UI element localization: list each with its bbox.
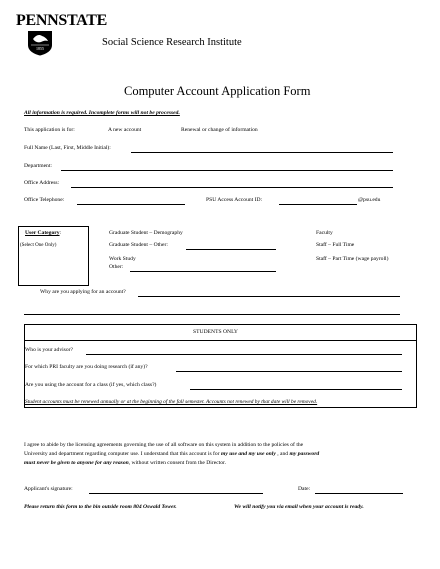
students-only-divider [24,340,416,341]
department-field[interactable] [61,170,393,171]
psu-access-label: PSU Access Account ID: [206,197,263,203]
signature-label: Applicant's signature: [24,486,73,492]
agreement-line-3: must never be given to anyone for any reason, without written consent from the Director. [24,460,226,466]
other-field[interactable] [130,271,276,272]
office-telephone-label: Office Telephone: [24,197,65,203]
pri-faculty-field[interactable] [176,371,402,372]
category-grad-demography[interactable]: Graduate Student – Demography [109,230,183,236]
agreement-line-2: University and department regarding computer use. I understand that this account is for my use and my use only , and my password [24,451,320,457]
office-address-field[interactable] [71,187,393,188]
logo-year: 1855 [36,46,44,51]
pennstate-logo-text: PENNSTATE [16,12,107,29]
advisor-field[interactable] [86,354,402,355]
class-field[interactable] [190,389,402,390]
form-title: Computer Account Application Form [124,84,311,98]
option-new-account[interactable]: A new account [108,127,142,133]
option-renewal[interactable]: Renewal or change of information [181,127,258,133]
renewal-note: Student accounts must be renewed annually or at the beginning of the fall semester. Accounts not renewed by that date will be removed. [25,399,318,405]
notify-note: We will notify you via email when your account is ready. [234,504,364,510]
category-staff-full[interactable]: Staff – Full Time [316,242,355,248]
category-other[interactable]: Other: [109,264,124,270]
why-field-line-1[interactable] [138,296,400,297]
full-name-label: Full Name (Last, First, Middle Initial): [24,145,111,151]
office-address-label: Office Address: [24,180,60,186]
institute-name: Social Science Research Institute [102,37,242,48]
category-staff-part[interactable]: Staff – Part Time (wage payroll) [316,256,389,262]
category-grad-other[interactable]: Graduate Student – Other: [109,242,168,248]
agreement-line-1: I agree to abide by the licensing agreements governing the use of all software on this system in addition to the policies of the [24,442,304,448]
why-field-line-2[interactable] [24,314,400,315]
grad-other-field[interactable] [186,249,276,250]
class-label: Are you using the account for a class (if yes, which class?) [25,382,157,388]
date-field[interactable] [315,493,403,494]
category-faculty[interactable]: Faculty [316,230,333,236]
signature-field[interactable] [89,493,263,494]
date-label: Date: [298,486,311,492]
return-note: Please return this form to the bin outside room 804 Oswald Tower. [24,504,177,510]
students-only-heading: STUDENTS ONLY [193,329,238,335]
pri-faculty-label: For which PRI faculty are you doing research (if any)? [25,364,148,370]
required-note: All information is required. Incomplete forms will not be processed. [24,110,180,116]
category-work-study[interactable]: Work Study [109,256,136,262]
application-for-label: This application is for: [24,127,75,133]
why-label: Why are you applying for an account? [40,289,126,295]
penn-state-shield-logo [27,30,53,56]
select-one-note: (Select One Only) [20,243,57,248]
user-category-heading: User Category: [25,230,62,236]
advisor-label: Who is your advisor? [25,347,74,353]
psu-domain-text: @psu.edu [358,197,381,203]
office-telephone-field[interactable] [77,204,185,205]
department-label: Department: [24,163,52,169]
psu-access-field[interactable] [279,204,357,205]
full-name-field[interactable] [131,152,393,153]
